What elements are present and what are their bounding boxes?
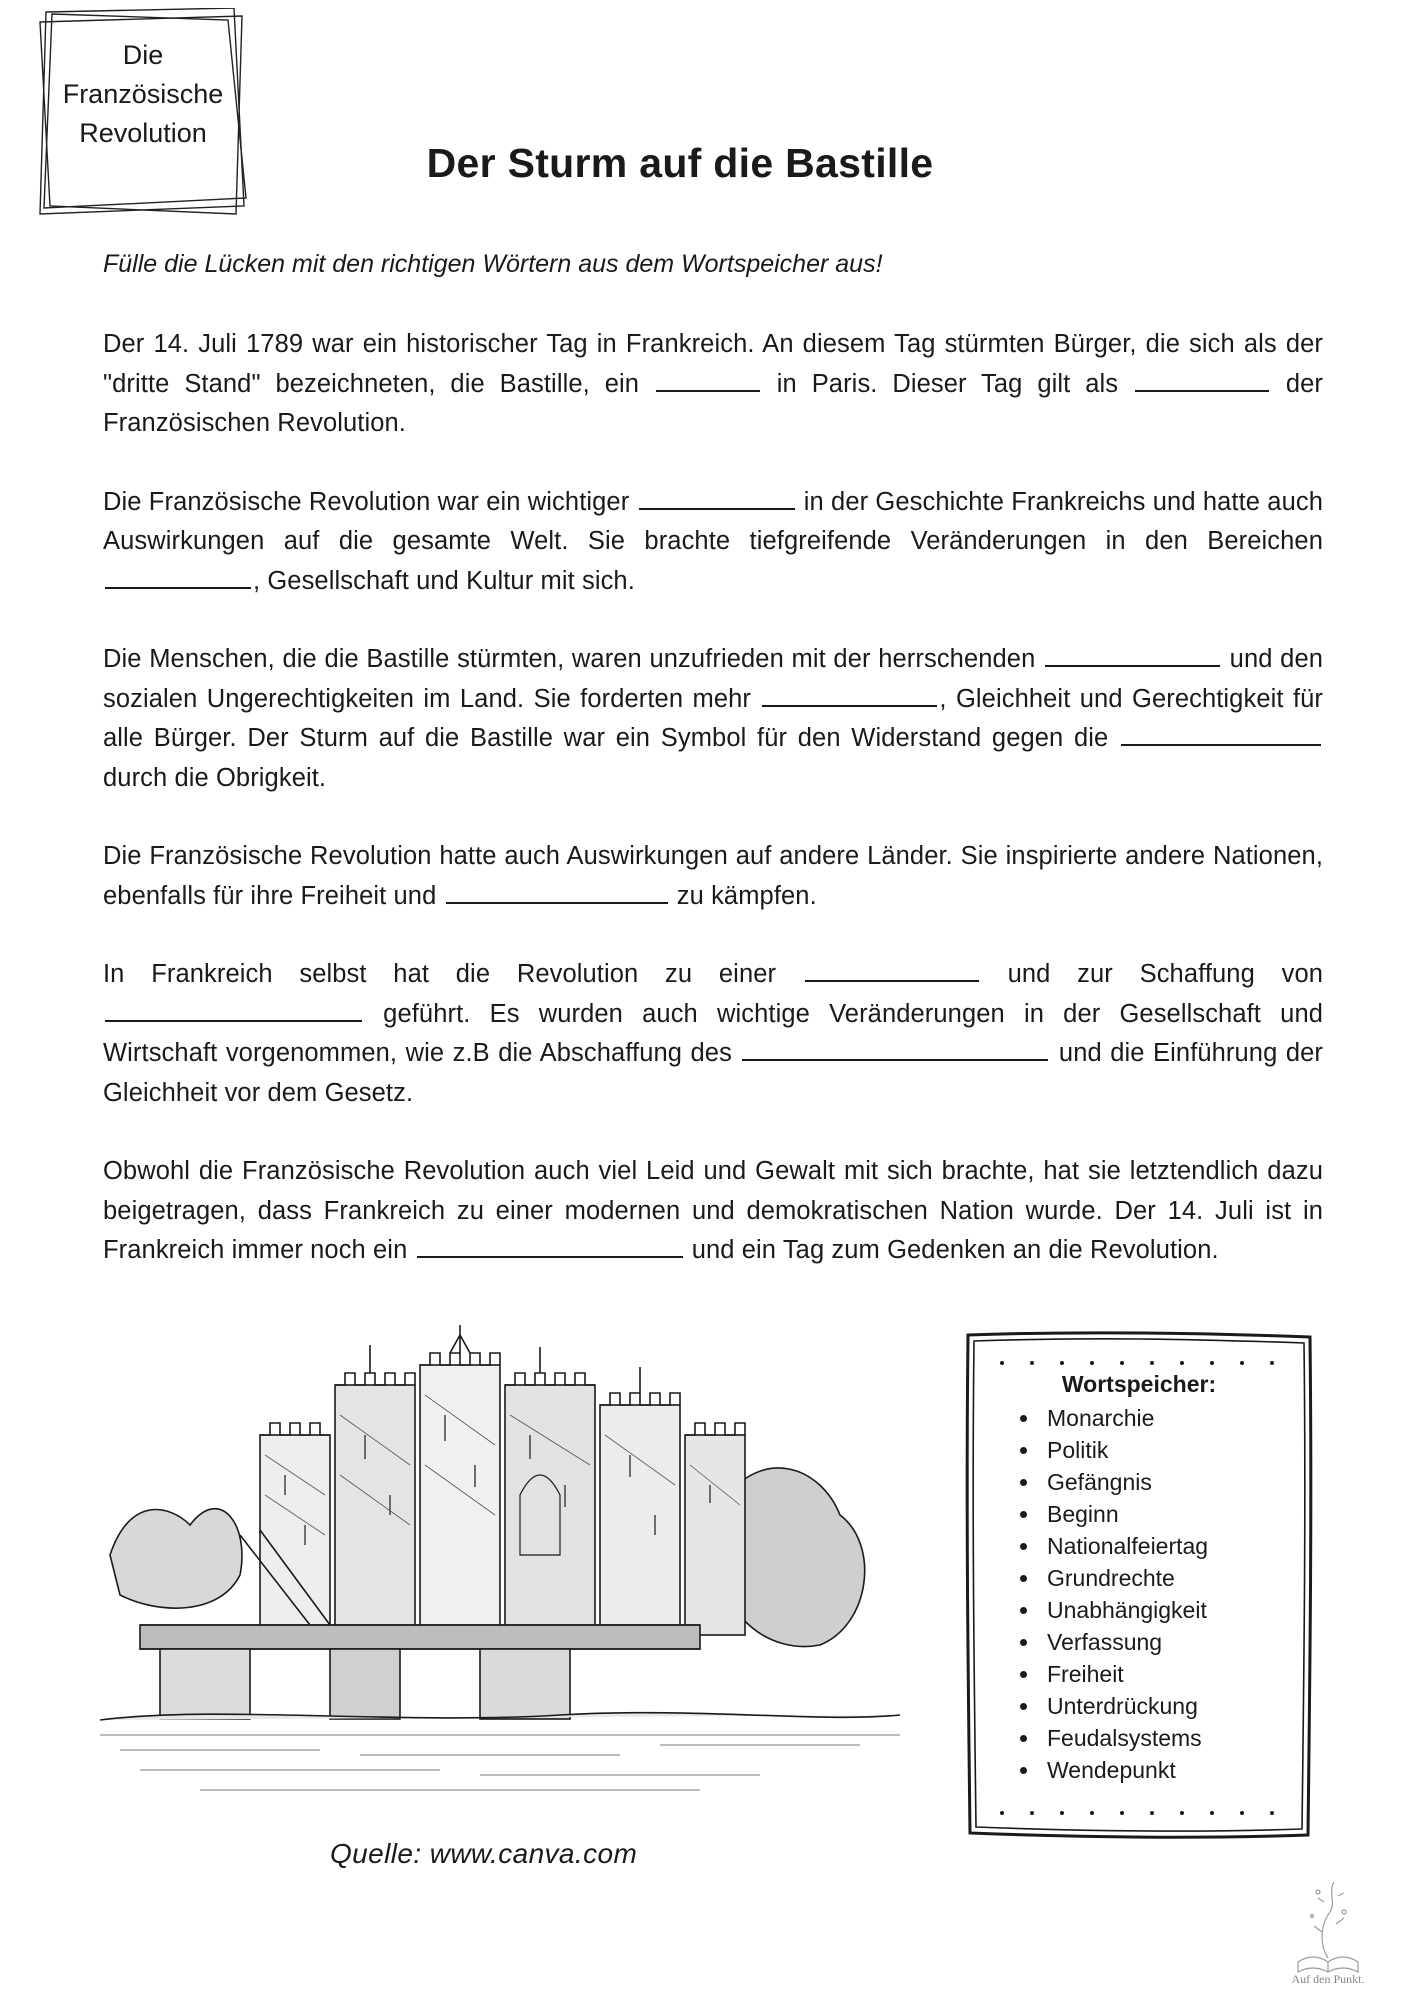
word-item: • Monarchie	[1041, 1402, 1208, 1434]
word-item: • Wendepunkt	[1041, 1754, 1208, 1786]
word-item: • Beginn	[1041, 1498, 1208, 1530]
paragraph-1	[103, 325, 1323, 444]
paragraph-text: , Gesellschaft und Kultur mit sich.	[253, 566, 635, 595]
word-item: • Freiheit	[1041, 1658, 1208, 1690]
paragraph-text: In Frankreich selbst hat die Revolution zu einer	[103, 960, 777, 988]
word-bank-title: Wortspeicher:	[1061, 1371, 1217, 1397]
paragraph-text: und zur Schaffung von	[1007, 960, 1324, 988]
blank-5[interactable]	[1045, 643, 1220, 667]
word-item: • Gefängnis	[1041, 1466, 1208, 1498]
blank-8[interactable]	[446, 880, 668, 904]
image-source: Quelle: www.canva.com	[330, 1838, 638, 1869]
corner-label-box	[38, 8, 248, 218]
corner-label-line-2: Französische	[62, 79, 224, 109]
paragraph-text: der Französischen Revolution.	[103, 369, 1324, 437]
word-item: • Nationalfeiertag	[1041, 1530, 1208, 1562]
paragraph-text: und ein Tag zum Gedenken an die Revolution.	[691, 1236, 1219, 1264]
blank-7[interactable]	[1121, 722, 1321, 746]
blank-10[interactable]	[105, 998, 362, 1022]
word-item: • Grundrechte	[1041, 1562, 1208, 1594]
blank-4[interactable]	[105, 565, 251, 589]
paragraph-2	[103, 483, 1323, 602]
paragraph-text: Die Menschen, die die Bastille stürmten, waren unzufrieden mit der herrschenden	[103, 645, 1036, 673]
blank-11[interactable]	[742, 1037, 1048, 1061]
open-book-icon	[1288, 1872, 1368, 1982]
paragraph-text: Die Französische Revolution hatte auch Auswirkungen auf andere Länder. Sie inspirierte andere Nationen, ebenfalls für ihre Freiheit und	[103, 842, 1323, 910]
paragraph-text: , Gleichheit und Gerechtigkeit für alle Bürger. Der Sturm auf die Bastille war ein Symbol für den Widerstand gegen die	[103, 684, 1323, 752]
corner-label	[58, 36, 228, 153]
blank-3[interactable]	[639, 486, 795, 510]
paragraph-text: in der Geschichte Frankreichs und hatte auch Auswirkungen auf die gesamte Welt. Sie brachte tiefgreifende Veränderungen in den Bereichen	[103, 487, 1323, 555]
blank-6[interactable]	[762, 683, 937, 707]
blank-2[interactable]	[1135, 368, 1269, 392]
word-item: • Unabhängigkeit	[1041, 1594, 1208, 1626]
paragraph-4	[103, 837, 1323, 916]
bastille-castle-illustration	[100, 1325, 900, 1805]
brand-text: Auf den Punkt.	[1291, 1972, 1365, 1986]
word-bank	[962, 1327, 1316, 1843]
corner-label-line-1: Die	[122, 40, 164, 70]
word-list	[1019, 1402, 1208, 1786]
word-item: • Politik	[1041, 1434, 1208, 1466]
paragraph-text: und den sozialen Ungerechtigkeiten im Land. Sie forderten mehr	[103, 645, 1324, 713]
blank-12[interactable]	[417, 1234, 683, 1258]
paragraph-6	[103, 1152, 1323, 1271]
word-item: • Unterdrückung	[1041, 1690, 1208, 1722]
word-item: • Verfassung	[1041, 1626, 1208, 1658]
paragraph-text: Obwohl die Französische Revolution auch viel Leid und Gewalt mit sich brachte, hat sie letztendlich dazu beigetragen, dass Frankreich zu einer modernen und demokratischen Nation wurde. Der 14. Juli ist in Frankreich immer noch ein	[103, 1157, 1323, 1264]
worksheet-text	[103, 325, 1323, 1310]
blank-1[interactable]	[656, 368, 760, 392]
page-title: Der Sturm auf die Bastille	[426, 140, 934, 186]
paragraph-text: in Paris. Dieser Tag gilt als	[776, 369, 1119, 398]
instruction: Fülle die Lücken mit den richtigen Wörtern aus dem Wortspeicher aus!	[103, 250, 883, 278]
paragraph-text: durch die Obrigkeit.	[103, 763, 327, 792]
word-item: • Feudalsystems	[1041, 1722, 1208, 1754]
paragraph-text: geführt. Es wurden auch wichtige Veränderungen in der Gesellschaft und Wirtschaft vorgenommen, wie z.B die Abschaffung des	[103, 999, 1324, 1067]
paragraph-3	[103, 640, 1323, 798]
paragraph-5	[103, 955, 1323, 1113]
blank-9[interactable]	[805, 958, 979, 982]
paragraph-text: zu kämpfen.	[676, 881, 817, 910]
paragraph-text: Der 14. Juli 1789 war ein historischer Tag in Frankreich. An diesem Tag stürmten Bürger, die sich als der "dritte Stand" bezeichneten, die Bastille, ein	[103, 330, 1323, 398]
corner-label-line-3: Revolution	[79, 118, 207, 148]
paragraph-text: Die Französische Revolution war ein wichtiger	[103, 487, 630, 516]
paragraph-text: und die Einführung der Gleichheit vor dem Gesetz.	[103, 1039, 1324, 1107]
